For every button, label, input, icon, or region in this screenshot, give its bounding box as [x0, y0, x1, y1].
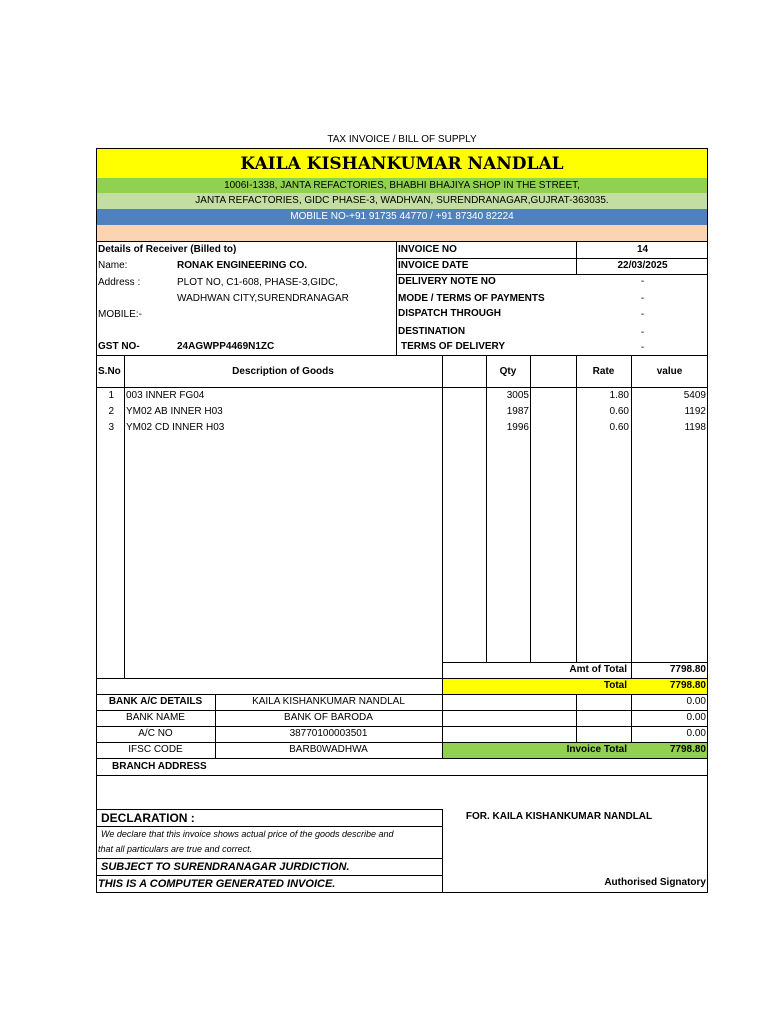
ifsc-code: BARB0WADHWA — [289, 744, 368, 755]
declaration-text-line2: that all particulars are true and correct. — [98, 844, 253, 854]
extra-charge-value: 0.00 — [686, 728, 706, 739]
item-description: YM02 AB INNER H03 — [126, 406, 223, 417]
destination-value: - — [640, 327, 645, 338]
total-label: Total — [603, 680, 627, 691]
ac-no: 38770100003501 — [289, 728, 368, 739]
receiver-mobile-label: MOBILE:- — [98, 309, 142, 320]
items-header-rule — [96, 387, 708, 388]
document-title: TAX INVOICE / BILL OF SUPPLY — [327, 134, 477, 145]
item-value: 5409 — [683, 390, 706, 401]
invoice-date-value: 22/03/2025 — [617, 260, 668, 271]
company-name: KAILA KISHANKUMAR NANDLAL — [96, 148, 708, 178]
item-sno: 3 — [108, 422, 114, 433]
col-rule — [124, 355, 125, 678]
col-header-description: Description of Goods — [232, 366, 334, 377]
bank-heading: BANK A/C DETAILS — [108, 696, 203, 707]
receiver-address-label: Address : — [98, 277, 141, 288]
totals-rule — [96, 758, 708, 759]
amt-of-total-value: 7798.80 — [669, 664, 706, 675]
item-qty: 1996 — [506, 422, 529, 433]
destination-label: DESTINATION — [398, 326, 466, 337]
company-mobile: MOBILE NO-+91 91735 44770 / +91 87340 82224 — [96, 209, 708, 225]
invoice-total-label: Invoice Total — [566, 744, 627, 755]
declaration-rule — [96, 858, 443, 859]
terms-of-delivery-label: TERMS OF DELIVERY — [401, 341, 506, 352]
ac-no-label: A/C NO — [138, 728, 173, 739]
delivery-note-value: - — [640, 276, 645, 287]
col-header-value: value — [656, 366, 683, 377]
computer-generated-note: THIS IS A COMPUTER GENERATED INVOICE. — [98, 878, 336, 890]
header-spacer-band — [96, 225, 708, 242]
item-qty: 1987 — [506, 406, 529, 417]
branch-address-label: BRANCH ADDRESS — [112, 761, 207, 772]
jurisdiction-note: SUBJECT TO SURENDRANAGAR JURDICTION. — [101, 861, 350, 873]
terms-of-delivery-value: - — [640, 342, 645, 353]
bank-name-label: BANK NAME — [126, 712, 185, 723]
delivery-note-label: DELIVERY NOTE NO — [398, 276, 496, 287]
item-description: YM02 CD INNER H03 — [126, 422, 225, 433]
total-value: 7798.80 — [669, 680, 706, 691]
ifsc-label: IFSC CODE — [128, 744, 183, 755]
declaration-heading: DECLARATION : — [101, 811, 195, 825]
invoice-no-value: 14 — [636, 244, 649, 255]
declaration-rule — [96, 826, 443, 827]
extra-charge-value: 0.00 — [686, 712, 706, 723]
invoice-date-label: INVOICE DATE — [398, 260, 469, 271]
receiver-name: RONAK ENGINEERING CO. — [177, 260, 308, 271]
col-rule — [530, 355, 531, 662]
receiver-address-line1: PLOT NO, C1-608, PHASE-3,GIDC, — [177, 277, 338, 288]
payment-terms-label: MODE / TERMS OF PAYMENTS — [398, 293, 545, 304]
col-header-sno: S.No — [98, 366, 121, 377]
company-address-line1: 1006I-1338, JANTA REFACTORIES, BHABHI BHAJIYA SHOP IN THE STREET, — [96, 178, 708, 193]
items-top-rule — [96, 355, 708, 356]
col-rule — [442, 355, 443, 758]
item-description: 003 INNER FG04 — [126, 390, 205, 401]
col-header-rate: Rate — [592, 366, 615, 377]
invoice-no-label: INVOICE NO — [398, 244, 457, 255]
receiver-gst-label: GST NO- — [98, 341, 140, 352]
company-address-line2: JANTA REFACTORIES, GIDC PHASE-3, WADHVAN, SURENDRANAGAR,GUJRAT-363035. — [96, 193, 708, 209]
receiver-gst: 24AGWPP4469N1ZC — [177, 341, 275, 352]
receiver-address-line2: WADHWAN CITY,SURENDRANAGAR — [177, 293, 349, 304]
receiver-heading: Details of Receiver (Billed to) — [98, 244, 237, 255]
item-qty: 3005 — [506, 390, 529, 401]
bank-name: BANK OF BARODA — [284, 712, 373, 723]
extra-charge-value: 0.00 — [686, 696, 706, 707]
item-value: 1192 — [684, 406, 706, 417]
col-header-qty: Qty — [499, 366, 517, 377]
payment-terms-value: - — [640, 293, 645, 304]
item-sno: 2 — [108, 406, 114, 417]
branch-rule — [96, 775, 708, 776]
item-value: 1198 — [684, 422, 706, 433]
declaration-text-line1: We declare that this invoice shows actual price of the goods describe and — [101, 829, 394, 839]
bank-account-name: KAILA KISHANKUMAR NANDLAL — [252, 696, 405, 707]
item-rate: 1.80 — [609, 390, 629, 401]
item-rate: 0.60 — [609, 406, 629, 417]
col-rule — [576, 695, 577, 743]
item-rate: 0.60 — [609, 422, 629, 433]
receiver-name-label: Name: — [98, 260, 128, 271]
amt-of-total-label: Amt of Total — [569, 664, 627, 675]
item-sno: 1 — [108, 390, 114, 401]
declaration-rule — [96, 875, 443, 876]
invoice-total-value: 7798.80 — [669, 744, 706, 755]
authorised-signatory: Authorised Signatory — [604, 877, 706, 888]
dispatch-through-label: DISPATCH THROUGH — [398, 308, 501, 319]
signature-for-label: FOR. KAILA KISHANKUMAR NANDLAL — [465, 811, 653, 822]
dispatch-through-value: - — [640, 309, 645, 320]
